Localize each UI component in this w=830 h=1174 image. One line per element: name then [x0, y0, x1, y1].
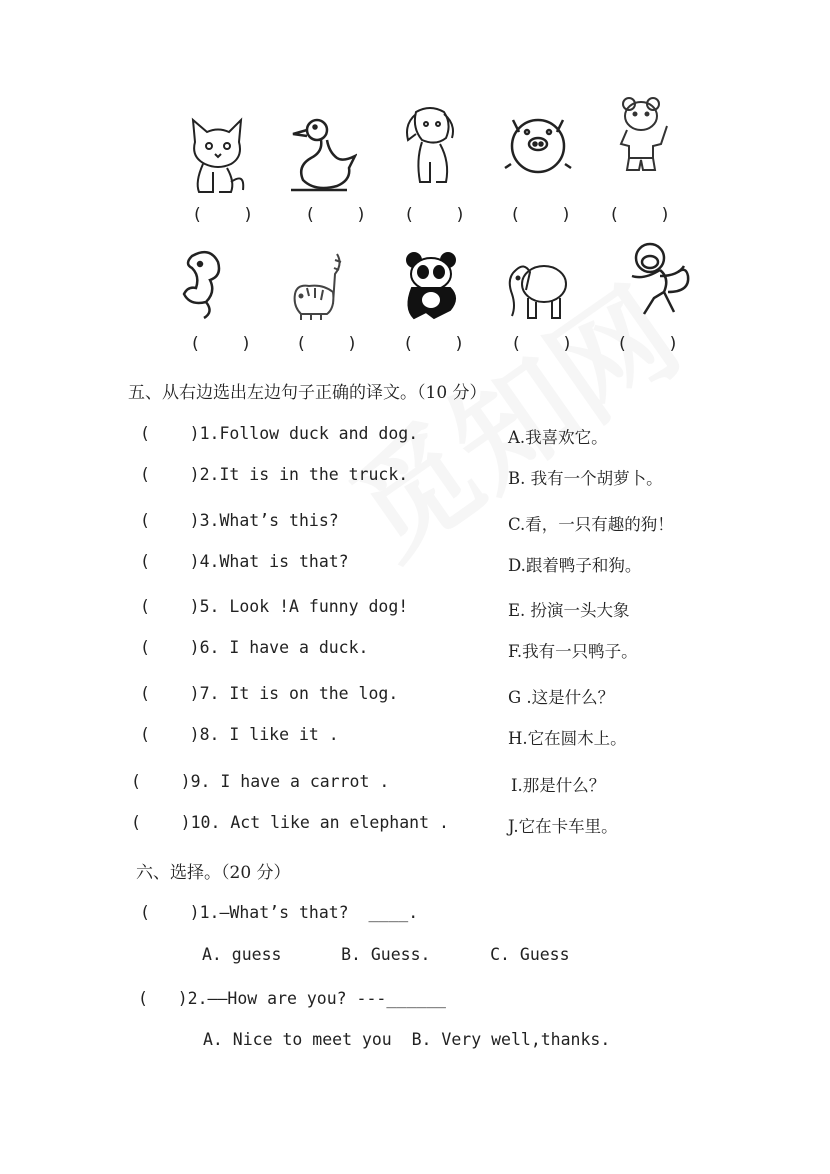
list-item[interactable]: ( )9. I have a carrot .: [131, 772, 390, 791]
question-1-options[interactable]: A. guess B. Guess. C. Guess: [202, 945, 570, 964]
answer-parens[interactable]: ( ): [511, 334, 573, 354]
answer-parens[interactable]: ( ): [404, 205, 466, 225]
list-item-answer: B. 我有一个胡萝卜。: [508, 469, 663, 488]
answer-parens[interactable]: ( ): [305, 205, 367, 225]
answer-parens[interactable]: ( ): [403, 334, 465, 354]
list-item[interactable]: ( )5. Look !A funny dog!: [140, 597, 409, 616]
list-item[interactable]: ( )2.It is in the truck.: [140, 465, 409, 484]
tiger-icon: [287, 244, 357, 330]
question-1[interactable]: ( )1.—What’s that? ____.: [140, 903, 419, 922]
list-item[interactable]: ( )1.Follow duck and dog.: [140, 424, 419, 443]
list-item-answer: J.它在卡车里。: [508, 817, 618, 836]
list-item-answer: D.跟着鸭子和狗。: [508, 556, 642, 575]
question-2[interactable]: ( )2.——How are you? ---______: [138, 989, 446, 1008]
list-item-answer: C.看，一只有趣的狗！: [508, 515, 674, 534]
monkey-icon: [624, 236, 694, 322]
list-item-answer: H.它在圆木上。: [508, 729, 627, 748]
list-item-answer: A.我喜欢它。: [508, 428, 608, 447]
answer-parens[interactable]: ( ): [192, 205, 254, 225]
answer-parens[interactable]: ( ): [296, 334, 358, 354]
elephant-icon: [170, 246, 240, 332]
question-2-options[interactable]: A. Nice to meet you B. Very well,thanks.: [203, 1030, 611, 1049]
answer-parens[interactable]: ( ): [190, 334, 252, 354]
bear-icon: [607, 94, 677, 180]
section5-heading: 五、从右边选出左边句子正确的译文。（10 分）: [128, 383, 487, 403]
list-item[interactable]: ( )7. It is on the log.: [140, 684, 399, 703]
list-item[interactable]: ( )8. I like it .: [140, 725, 339, 744]
answer-parens[interactable]: ( ): [617, 334, 679, 354]
list-item-answer: I.那是什么？: [511, 776, 606, 795]
section6-heading: 六、选择。（20 分）: [136, 863, 291, 883]
panda-icon: [398, 248, 468, 334]
list-item[interactable]: ( )4.What is that?: [140, 552, 349, 571]
list-item[interactable]: ( )10. Act like an elephant .: [131, 813, 449, 832]
list-item[interactable]: ( )6. I have a duck.: [140, 638, 369, 657]
cat-icon: [183, 112, 253, 198]
answer-parens[interactable]: ( ): [510, 205, 572, 225]
pig-icon: [503, 104, 573, 190]
list-item-answer: G .这是什么？: [508, 688, 615, 707]
list-item-answer: F.我有一只鸭子。: [508, 642, 638, 661]
elephant-icon: [502, 250, 572, 336]
dog-icon: [396, 104, 466, 190]
answer-parens[interactable]: ( ): [609, 205, 671, 225]
duck-icon: [287, 112, 357, 198]
list-item[interactable]: ( )3.What’s this?: [140, 511, 339, 530]
list-item-answer: E. 扮演一头大象: [508, 601, 630, 620]
